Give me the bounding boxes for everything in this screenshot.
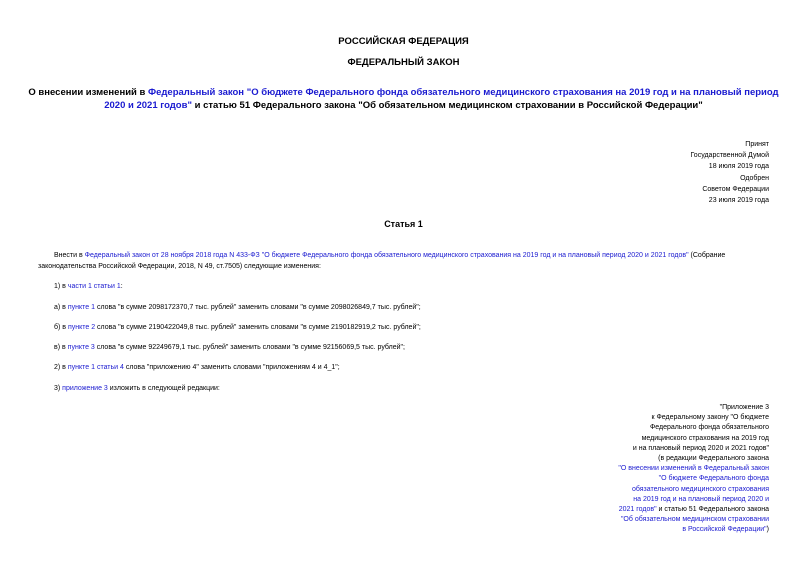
list-item: [54, 364, 340, 371]
appendix-law-link[interactable]: в Российской Федерации": [682, 526, 767, 534]
appendix-law-link[interactable]: "О внесении изменений в Федеральный закон: [618, 465, 769, 473]
adoption-duma-date: 18 июля 2019 года: [708, 163, 769, 171]
item-prefix: 3): [54, 385, 63, 392]
list-item: [54, 324, 421, 331]
appendix-law-link[interactable]: 2021 годов": [618, 506, 657, 514]
appendix-line-end: ): [766, 526, 769, 534]
law-title-prefix: О внесении изменений в: [28, 87, 148, 98]
adoption-council-date: 23 июля 2019 года: [708, 197, 769, 205]
item-suffix: изложить в следующей редакции:: [107, 385, 220, 392]
item-link[interactable]: пункте 3: [67, 344, 95, 351]
appendix-line: к Федеральному закону "О бюджете: [651, 414, 769, 422]
item-link[interactable]: пункте 2: [67, 324, 96, 331]
article-intro: [38, 250, 769, 272]
adoption-info: [569, 139, 769, 206]
adoption-council: Советом Федерации: [702, 185, 769, 193]
law-title-link[interactable]: Федеральный закон "О бюджете Федерального фонда обязательного медицинского страхования на 2019 год и на плановый период 2020 и 2021 годов": [104, 87, 779, 111]
appendix-law-link[interactable]: "О бюджете Федерального фонда: [658, 475, 769, 483]
appendix-line: "Приложение 3: [719, 404, 769, 411]
item-link[interactable]: приложение 3: [62, 385, 108, 392]
appendix-line: Федерального фонда обязательного: [649, 424, 769, 432]
item-prefix: 1) в: [54, 283, 68, 290]
item-prefix: 2) в: [54, 364, 68, 371]
list-item: [54, 304, 421, 311]
appendix-line: медицинского страхования на 2019 год: [641, 434, 769, 442]
item-suffix: слова "в сумме 2098172370,7 тыс. рублей" заменить словами "в сумме 2098026849,7 тыс. рублей";: [95, 304, 421, 311]
intro-law-link[interactable]: Федеральный закон от 28 ноября 2018 года N 433-ФЗ "О бюджете Федерального фонда обязательного медицинского страхования на 2019 год и на плановый период 2020 и 2021 годов": [84, 252, 689, 259]
appendix-law-link[interactable]: на 2019 год и на плановый период 2020 и: [633, 495, 769, 503]
article-heading: Статья 1: [384, 219, 423, 229]
item-prefix: а) в: [54, 304, 68, 311]
appendix-law-link[interactable]: "Об обязательном медицинском страховании: [620, 516, 769, 524]
item-suffix: :: [120, 283, 123, 290]
appendix-line: [539, 505, 769, 515]
country-heading: РОССИЙСКАЯ ФЕДЕРАЦИЯ: [338, 36, 469, 47]
appendix-line-mid: и статью 51 Федерального закона: [656, 506, 769, 514]
item-suffix: слова "приложению 4" заменить словами "приложениям 4 и 4_1";: [123, 364, 340, 371]
adoption-approved: Одобрен: [740, 174, 769, 182]
item-link[interactable]: части 1 статьи 1: [67, 283, 121, 290]
item-prefix: б) в: [54, 324, 68, 331]
appendix-line: и на плановый период 2020 и 2021 годов": [632, 444, 769, 452]
item-suffix: слова "в сумме 92249679,1 тыс. рублей" заменить словами "в сумме 92156069,5 тыс. рублей";: [94, 344, 405, 351]
adoption-duma: Государственной Думой: [690, 152, 769, 160]
appendix-line: [539, 525, 769, 535]
law-title-suffix: и статью 51 Федерального закона "Об обязательном медицинском страховании в Российской Федерации": [191, 100, 703, 111]
item-link[interactable]: пункте 1 статьи 4: [67, 364, 124, 371]
list-item: [54, 283, 123, 290]
appendix-law-link[interactable]: обязательного медицинского страхования: [631, 485, 769, 493]
intro-prefix: Внести в: [54, 252, 85, 259]
appendix-header: [539, 403, 769, 536]
appendix-line: (в редакции Федерального закона: [658, 455, 769, 463]
intro-suffix: (Собрание законодательства Российской Федерации, 2018, N 49, ст.7505) следующие изменения:: [38, 252, 726, 270]
adoption-accepted: Принят: [745, 141, 769, 148]
list-item: [54, 385, 220, 392]
item-link[interactable]: пункте 1: [67, 304, 95, 311]
law-title: [28, 86, 779, 112]
law-type-heading: ФЕДЕРАЛЬНЫЙ ЗАКОН: [347, 57, 460, 68]
item-suffix: слова "в сумме 2190422049,8 тыс. рублей" заменить словами "в сумме 2190182919,2 тыс. рублей";: [95, 324, 421, 331]
item-prefix: в) в: [54, 344, 68, 351]
list-item: [54, 344, 405, 351]
